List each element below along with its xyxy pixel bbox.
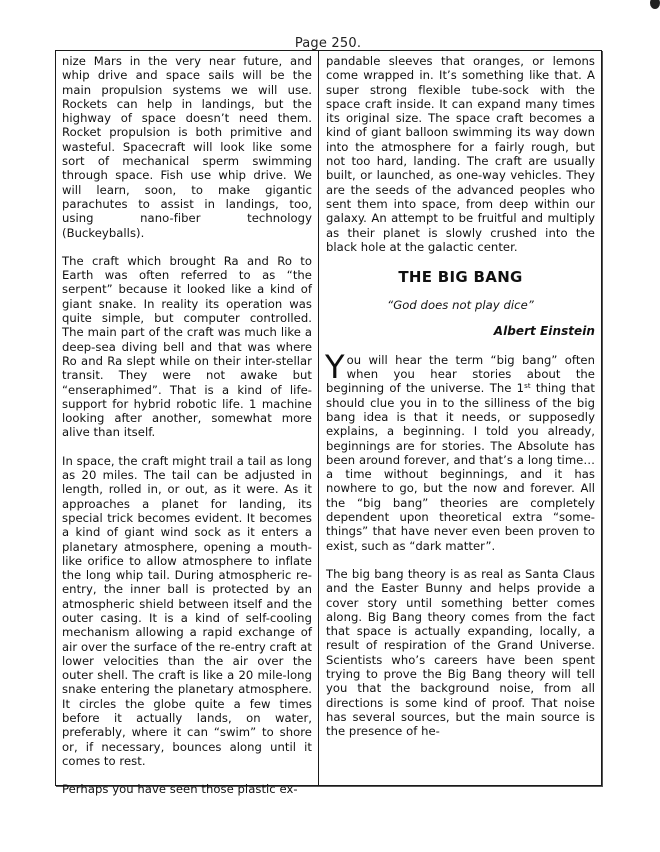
paragraph-tube-sock: pandable sleeves that oranges, or lemons come wrapped in. It’s something like that. A super strong flexible tube-sock with the space craft inside. It can expand many times its original size. The space craft becomes a kind of giant balloon swimming its way down into the atmosphere for a fairly rough, but not too hard, landing. The craft are usually built, or launched, as one-way vehicles. They are the seeds of the advanced peoples who sent them into space, from deep within our galaxy. An attempt to be fruitful and multiply as their planet is slowly crushed into the black hole at the galactic center. (326, 54, 595, 254)
paragraph-plastic-sleeves-start: Perhaps you have seen those plastic ex- (62, 782, 298, 797)
paragraph-propulsion: nize Mars in the very near future, and whip drive and space sails will be the main propulsion systems we will use. Rockets can help in landings, but the highway of space doesn’t need them. Rocket propulsion is both primitive and wasteful. Spacecraft will look like some sort of mechanical sperm swimming through space. Fish use whip drive. We will learn, soon, to make gigantic parachutes to assist in landings, too, using nano-fiber technology (Buckeyballs). (62, 54, 312, 240)
two-column-text-frame (55, 50, 602, 797)
paragraph-big-bang-intro (325, 347, 595, 553)
drop-cap: Y (325, 347, 345, 386)
epigraph-quote: “God does not play dice” (387, 298, 534, 313)
epigraph-attribution: Albert Einstein (493, 324, 595, 339)
right-column (319, 51, 601, 785)
paragraph-big-bang-theory: The big bang theory is as real as Santa Claus and the Easter Bunny and helps provide a cover story until something better comes along. Big Bang theory comes from the fact that space is actually expanding, locally, a result of respiration of the Grand Universe. Scientists who’s careers have been spent trying to prove the Big Bang theory will tell you that the background noise, from all directions is some kind of proof. That noise has several sources, but the main source is the presence of he- (326, 566, 595, 739)
big-bang-intro-text-a: ou will hear the term “big bang” often when you hear stories about the beginning of the universe. The 1 (326, 352, 595, 396)
left-column (56, 51, 319, 797)
big-bang-intro-text-b: thing that should clue you in to the silliness of the big bang idea is that it needs, or supposedly explains, a beginning. I told you already, beginnings are for stories. The Absolute has been around forever, and that’s a long time… a time without beginnings, and it has nowhere to go, but the now and forever. All the “big bang” theories are completely dependent upon theoretical extra “some-things” that have never even been proven to exist, such as “dark matter”. (326, 381, 595, 553)
ordinal-superscript: st (524, 382, 531, 391)
paragraph-whip-tail: In space, the craft might trail a tail as long as 20 miles. The tail can be adjusted in length, rolled in, or out, as it were. As it approaches a planet for landing, its special trick becomes evident. It becomes a kind of giant wind sock as it enters a planetary atmosphere, opening a mouth-like orifice to allow atmosphere to inflate the long whip tail. During atmospheric re-entry, the inner ball is protected by an atmospheric shield between itself and the outer casing. It is a kind of self-cooling mechanism allowing a rapid exchange of air over the surface of the re-entry craft at lower velocities than the air over the outer shell. The craft is like a 20 mile-long snake entering the planetary atmosphere. It circles the globe quite a few times before it actually lands, on water, preferably, where it can “swim” to shore or, if necessary, bounces along until it comes to rest. (62, 453, 312, 768)
scan-artifact-mark (650, 0, 660, 9)
paragraph-serpent-craft: The craft which brought Ra and Ro to Earth was often referred to as “the serpent” because it looked like a kind of giant snake. In reality its operation was quite simple, but computer controlled. The main part of the craft was much like a deep-sea diving bell and that was where Ro and Ra slept while on their inter-stellar transit. They were not awake but “enseraphimed”. That is a kind of life-support for hybrid robotic life. 1 machine looking after another, somewhat more alive than itself. (62, 253, 312, 440)
section-title: THE BIG BANG (398, 268, 523, 287)
page-number: Page 250. (294, 36, 362, 51)
